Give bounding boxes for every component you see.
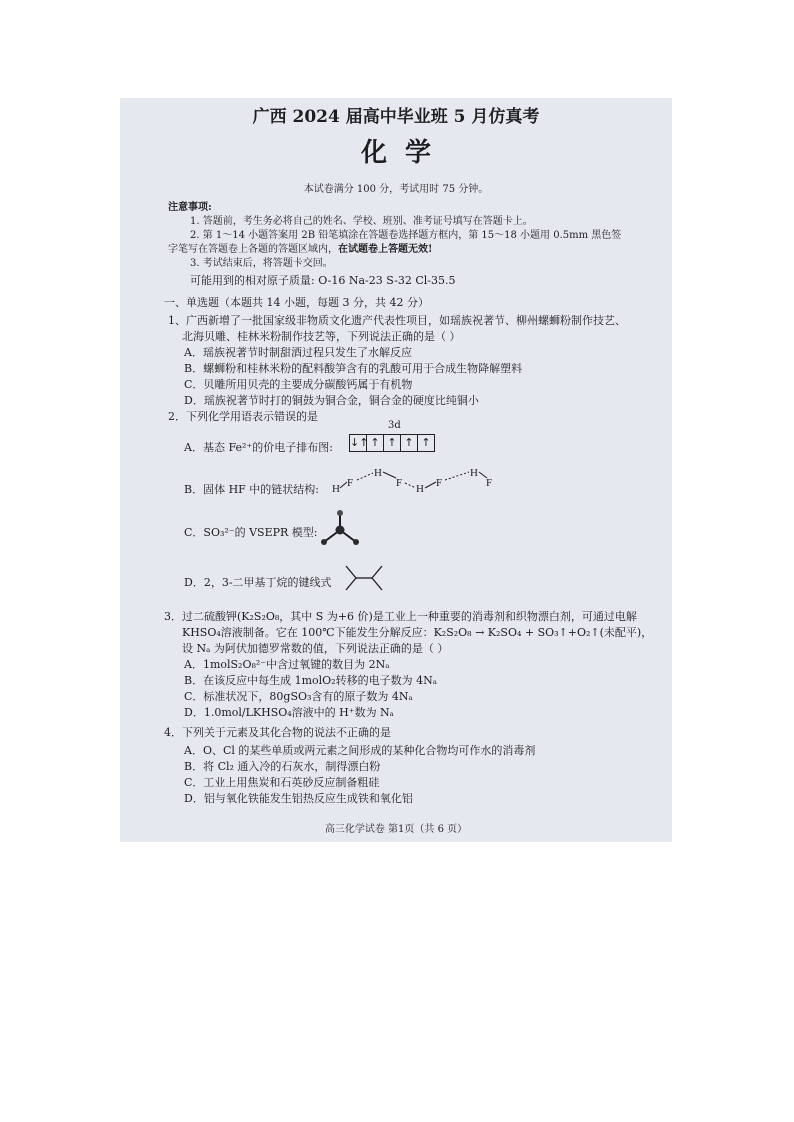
q3-stem-line1: 3．过二硫酸钾(K₂S₂O₈，其中 S 为+6 价)是工业上一种重要的消毒剂和织物漂白剂，可通过电解 (164, 610, 637, 623)
orbital-box: ↑ (401, 435, 418, 451)
q2-stem: 2．下列化学用语表示错误的是 (168, 410, 318, 423)
exam-title: 广西 2024 届高中毕业班 5 月仿真考 (252, 107, 540, 127)
hf-atom: F (396, 477, 403, 489)
q2-option-d: D．2，3-二甲基丁烷的键线式 (184, 576, 332, 589)
q1-stem-line1: 1、广西新增了一批国家级非物质文化遗产代表性项目，如瑶族祝著节、柳州螺蛳粉制作技艺、 (168, 314, 626, 327)
notes-heading: 注意事项: (168, 202, 212, 213)
exam-meta: 本试卷满分 100 分，考试用时 75 分钟。 (303, 184, 489, 195)
q4-option-b: B．将 Cl₂ 通入冷的石灰水，制得漂白粉 (184, 760, 381, 773)
atomic-masses: 可能用到的相对原子质量: O-16 Na-23 S-32 Cl-35.5 (190, 274, 456, 287)
notes-item-3: 3. 考试结束后，将答题卡交回。 (190, 258, 333, 269)
q3-stem-line2: KHSO₄溶液制备。它在 100℃下能发生分解反应：K₂S₂O₈ → K₂SO₄ + SO₃↑+O₂↑(未配平)， (182, 626, 653, 639)
hf-atom: H (470, 467, 478, 479)
notes-warning: 在试题卷上答题无效! (338, 244, 433, 255)
orbital-box: ↑ (367, 435, 384, 451)
hf-atom: H (374, 467, 382, 479)
skeletal-formula-icon (342, 562, 386, 596)
q3-stem-line3: 设 Nₐ 为阿伏加德罗常数的值，下列说法正确的是（ ） (182, 642, 449, 655)
q1-option-d: D．瑶族祝著节时打的铜鼓为铜合金，铜合金的硬度比纯铜小 (184, 394, 479, 407)
orbital-box: ↑ (421, 436, 431, 449)
q3-option-c: C．标准状况下，80gSO₃含有的原子数为 4Nₐ (184, 690, 413, 703)
hf-atom: H (332, 483, 340, 495)
q2-option-b: B．固体 HF 中的链状结构: (184, 483, 320, 496)
hf-atom: H (416, 483, 424, 495)
q4-option-c: C．工业上用焦炭和石英砂反应制备粗硅 (184, 776, 380, 789)
exam-paper (120, 98, 672, 842)
q1-stem-line2: 北海贝雕、桂林米粉制作技艺等，下列说法正确的是（ ） (182, 330, 461, 343)
orbital-box: ↑ (384, 435, 401, 451)
q2-option-c: C．SO₃²⁻的 VSEPR 模型: (184, 526, 318, 539)
orbital-box: ↓↑ (350, 436, 369, 449)
q4-option-d: D．铝与氧化铁能发生铝热反应生成铁和氧化铝 (184, 792, 413, 805)
subject-title: 化学 (360, 138, 449, 168)
q3-option-d: D．1.0mol/LKHSO₄溶液中的 H⁺数为 Nₐ (184, 706, 394, 719)
q1-option-b: B．螺蛳粉和桂林米粉的配料酸笋含有的乳酸可用于合成生物降解塑料 (184, 362, 523, 375)
q3-option-b: B．在该反应中每生成 1molO₂转移的电子数为 4Nₐ (184, 674, 437, 687)
section-1-heading: 一、单选题（本题共 14 小题，每题 3 分，共 42 分） (164, 296, 429, 309)
hf-atom: F (486, 477, 493, 489)
notes-item-1: 1. 答题前，考生务必将自己的姓名、学校、班别、准考证号填写在答题卡上。 (190, 216, 533, 227)
orbital-label-3d: 3d (388, 420, 401, 431)
q4-stem: 4．下列关于元素及其化合物的说法不正确的是 (164, 726, 391, 739)
hf-atom: F (436, 477, 443, 489)
hf-chain-diagram (330, 464, 500, 498)
q1-option-a: A．瑶族祝著节时制甜酒过程只发生了水解反应 (184, 346, 412, 359)
notes-item-2b: 字笔写在答题卷上各题的答题区域内，在试题卷上答题无效! (168, 244, 433, 255)
q3-option-a: A．1molS₂O₈²⁻中含过氧键的数目为 2Nₐ (184, 658, 390, 671)
notes-item-2a: 2. 第 1～14 小题答案用 2B 铅笔填涂在答题卷选择题方框内，第 15～18 小题用 0.5mm 黑色签 (190, 230, 622, 241)
hf-atom: F (347, 477, 354, 489)
q2-option-a: A．基态 Fe²⁺的价电子排布图: (184, 441, 333, 454)
q4-option-a: A．O、Cl 的某些单质或两元素之间形成的某种化合物均可作水的消毒剂 (184, 744, 536, 757)
vsepr-model-icon (316, 508, 364, 550)
orbital-diagram (349, 434, 435, 452)
q1-option-c: C．贝雕所用贝壳的主要成分碳酸钙属于有机物 (184, 378, 413, 391)
page-footer: 高三化学试卷 第1页（共 6 页） (324, 824, 468, 835)
